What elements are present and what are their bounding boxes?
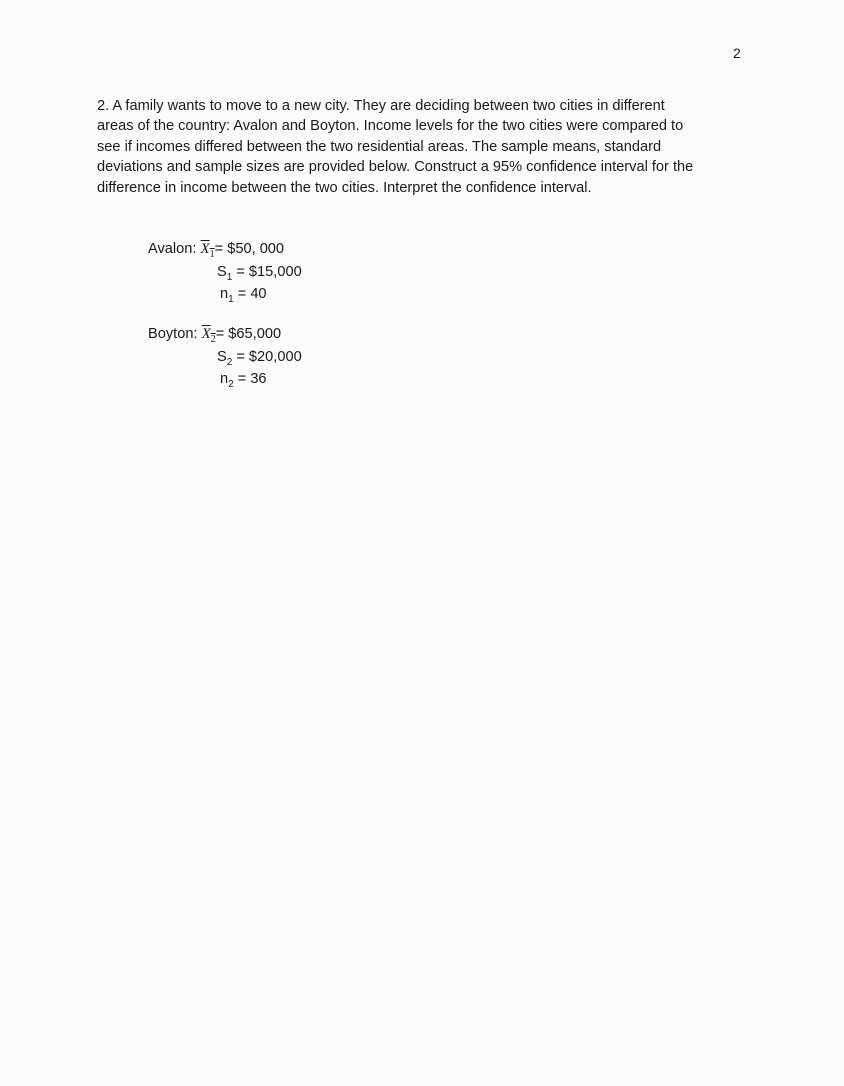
subscript: 1 [209, 249, 215, 260]
mean-value: = $65,000 [215, 326, 282, 342]
n-value: = 40 [233, 286, 267, 302]
problem-line: areas of the country: Avalon and Boyton. Income levels for the two cities were compared to [97, 118, 684, 135]
x-symbol: X [200, 241, 210, 257]
subscript: 1 [226, 271, 233, 283]
sd-value: = $20,000 [232, 349, 302, 365]
subscript: 2 [226, 356, 233, 368]
n-symbol: n [220, 286, 229, 302]
avalon-n [220, 286, 267, 305]
boyton-n [220, 371, 267, 390]
problem-line: 2. A family wants to move to a new city. They are deciding between two cities in different [97, 98, 665, 114]
problem-line: difference in income between the two cities. Interpret the confidence interval. [97, 179, 592, 196]
problem-line: see if incomes differed between the two residential areas. The sample means, standard [97, 138, 662, 155]
subscript: 2 [228, 378, 234, 390]
x-symbol: X [201, 326, 211, 342]
boyton-sd [217, 349, 302, 368]
n-symbol: n [220, 371, 229, 387]
city-label: Boyton: [148, 326, 198, 342]
s-symbol: S [217, 264, 227, 280]
avalon-sd [217, 264, 302, 283]
mean-value: = $50, 000 [214, 241, 285, 257]
boyton-mean [148, 326, 281, 345]
problem-line: deviations and sample sizes are provided below. Construct a 95% confidence interval for the [97, 159, 694, 176]
mean-symbol [200, 241, 215, 260]
mean-symbol [201, 326, 216, 345]
page-number: 2 [733, 45, 741, 61]
n-value: = 36 [233, 371, 267, 387]
subscript: 2 [210, 334, 216, 345]
sd-value: = $15,000 [232, 264, 302, 280]
problem-text [97, 96, 737, 198]
avalon-mean [148, 241, 284, 260]
city-label: Avalon: [148, 241, 197, 257]
subscript: 1 [228, 293, 234, 305]
s-symbol: S [217, 349, 227, 365]
